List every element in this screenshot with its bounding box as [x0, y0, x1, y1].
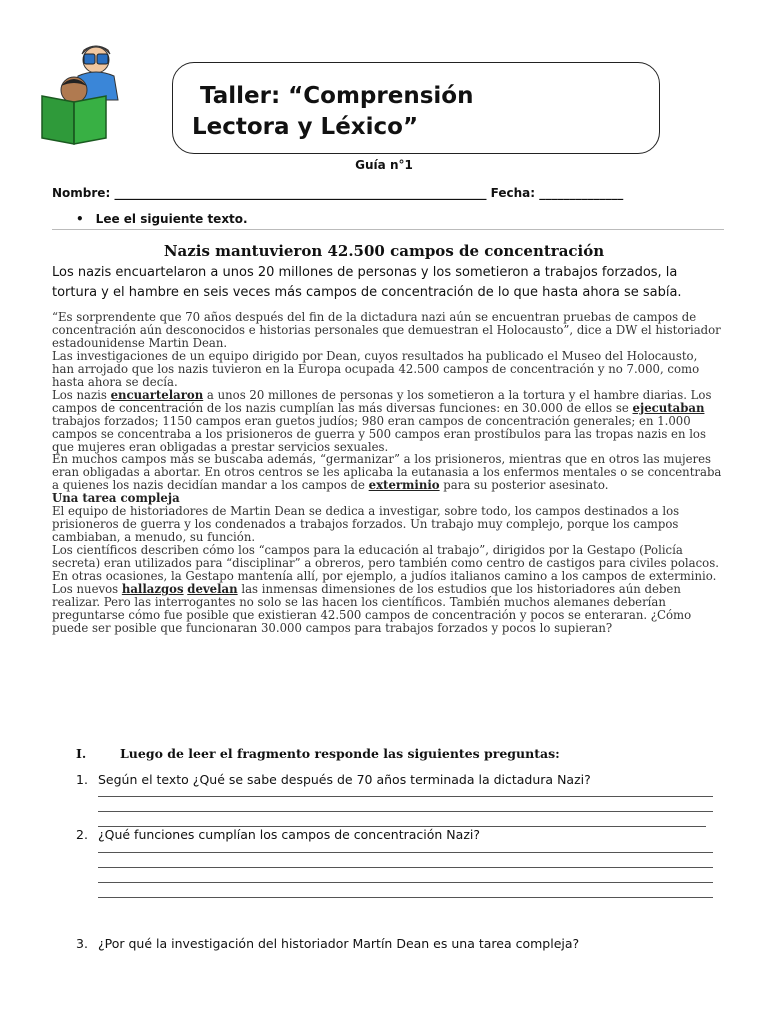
paragraph: “Es sorprendente que 70 años después del fin de la dictadura nazi aún se encuentran pruebas de campos de concentración aún desconocidos e historias personales que demuestran el Holocausto”, dice a DW el historiador estadounidense Martin Dean.: [52, 310, 721, 350]
question-2: 2. ¿Qué funciones cumplían los campos de concentración Nazi?: [76, 827, 480, 842]
paragraph: Las investigaciones de un equipo dirigido por Dean, cuyos resultados ha publicado el Museo del Holocausto, han arrojado que los nazis tuvieron en la Europa ocupada 42.500 campos de concentración y no 7.000, como hasta ahora se decía.: [52, 348, 700, 389]
instruction: [76, 212, 248, 226]
vocab-word: encuartelaron: [110, 387, 204, 402]
name-date-row: [52, 186, 623, 200]
paragraph: El equipo de historiadores de Martin Dean se dedica a investigar, sobre todo, los campos destinados a los prisioneros de guerra y los condenados a trabajos forzados. Un trabajo muy complejo, porque los campos cambiaban, a menudo, su función.: [52, 504, 680, 545]
article-headline: Nazis mantuvieron 42.500 campos de concentración: [163, 242, 605, 260]
vocab-word: develan: [187, 582, 238, 597]
article-body: [52, 311, 722, 635]
guide-number: Guía n°1: [355, 158, 413, 172]
page-title-line1: Taller: “Comprensión: [200, 83, 474, 109]
answer-line[interactable]: [98, 852, 713, 853]
page-title-line2: Lectora y Léxico”: [192, 114, 419, 140]
bullet-icon: •: [76, 212, 84, 226]
divider: [52, 229, 724, 230]
subheading: Una tarea compleja: [52, 491, 180, 506]
vocab-word: exterminio: [368, 478, 440, 493]
question-3: 3. ¿Por qué la investigación del historiador Martín Dean es una tarea compleja?: [76, 936, 580, 951]
date-blank: ______________: [539, 186, 624, 200]
paragraph: Los nuevos hallazgos develan las inmensas dimensiones de los estudios que los historiadores aún deben realizar. Pero las interrogantes no solo se las hacen los científicos. También muchos alemanes deberían preguntarse cómo fue posible que existieran 42.500 campos de concentración y pocos se enteraran. ¿Cómo puede ser posible que funcionaran 30.000 campos para trabajos forzados y pocos lo supieran?: [52, 582, 692, 635]
instruction-text: Lee el siguiente texto.: [95, 212, 248, 226]
answer-line[interactable]: [98, 796, 713, 797]
paragraph: En muchos campos más se buscaba además, “germanizar” a los prisioneros, mientras que en otros las mujeres eran obligadas a abortar. En otros centros se les aplicaba la eutanasia a los enfermos mentales o se concentraba a quienes los nazis decidían mandar a los campos de exterminio para su posterior asesinato.: [52, 452, 722, 493]
vocab-word: hallazgos: [121, 582, 184, 597]
paragraph: Los científicos describen cómo los “campos para la educación al trabajo”, dirigidos por la Gestapo (Policía secreta) eran utilizados para “disciplinar” a obreros, pero también como centro de castigos para civiles polacos. En otras ocasiones, la Gestapo mantenía allí, por ejemplo, a judíos italianos camino a los campos de exterminio.: [52, 543, 719, 584]
reading-kids-icon: [34, 36, 144, 146]
answer-line[interactable]: [98, 882, 713, 883]
question-1: 1. Según el texto ¿Qué se sabe después de 70 años terminada la dictadura Nazi?: [76, 772, 591, 787]
date-label: Fecha:: [490, 186, 536, 200]
paragraph: Los nazis encuartelaron a unos 20 millones de personas y los sometieron a la tortura y el hambre diarias. Los campos de concentración de los nazis cumplían las más diversas funciones: en 30.000 de ellos se ejecutaban trabajos forzados; 1150 campos eran guetos judíos; 980 eran campos de concentración generales; en 1.000 campos se concentraba a los prisioneros de guerra y 500 campos eran prostíbulos para las tropas nazis en los que mujeres eran obligadas a prestar servicios sexuales.: [52, 387, 712, 454]
answer-line[interactable]: [98, 867, 713, 868]
vocab-word: ejecutaban: [632, 400, 705, 415]
section-heading: [76, 746, 560, 761]
answer-line[interactable]: [98, 811, 713, 812]
section-numeral: I.: [76, 746, 87, 761]
article-lead: Los nazis encuartelaron a unos 20 millones de personas y los sometieron a trabajos forzados, la tortura y el hambre en seis veces más campos de concentración de lo que hasta ahora se sabía.: [52, 265, 682, 300]
name-label: Nombre:: [52, 186, 111, 200]
answer-line[interactable]: [98, 897, 713, 898]
section-title: Luego de leer el fragmento responde las siguientes preguntas:: [120, 746, 560, 761]
name-blank: ______________________________________________________________: [114, 186, 487, 200]
